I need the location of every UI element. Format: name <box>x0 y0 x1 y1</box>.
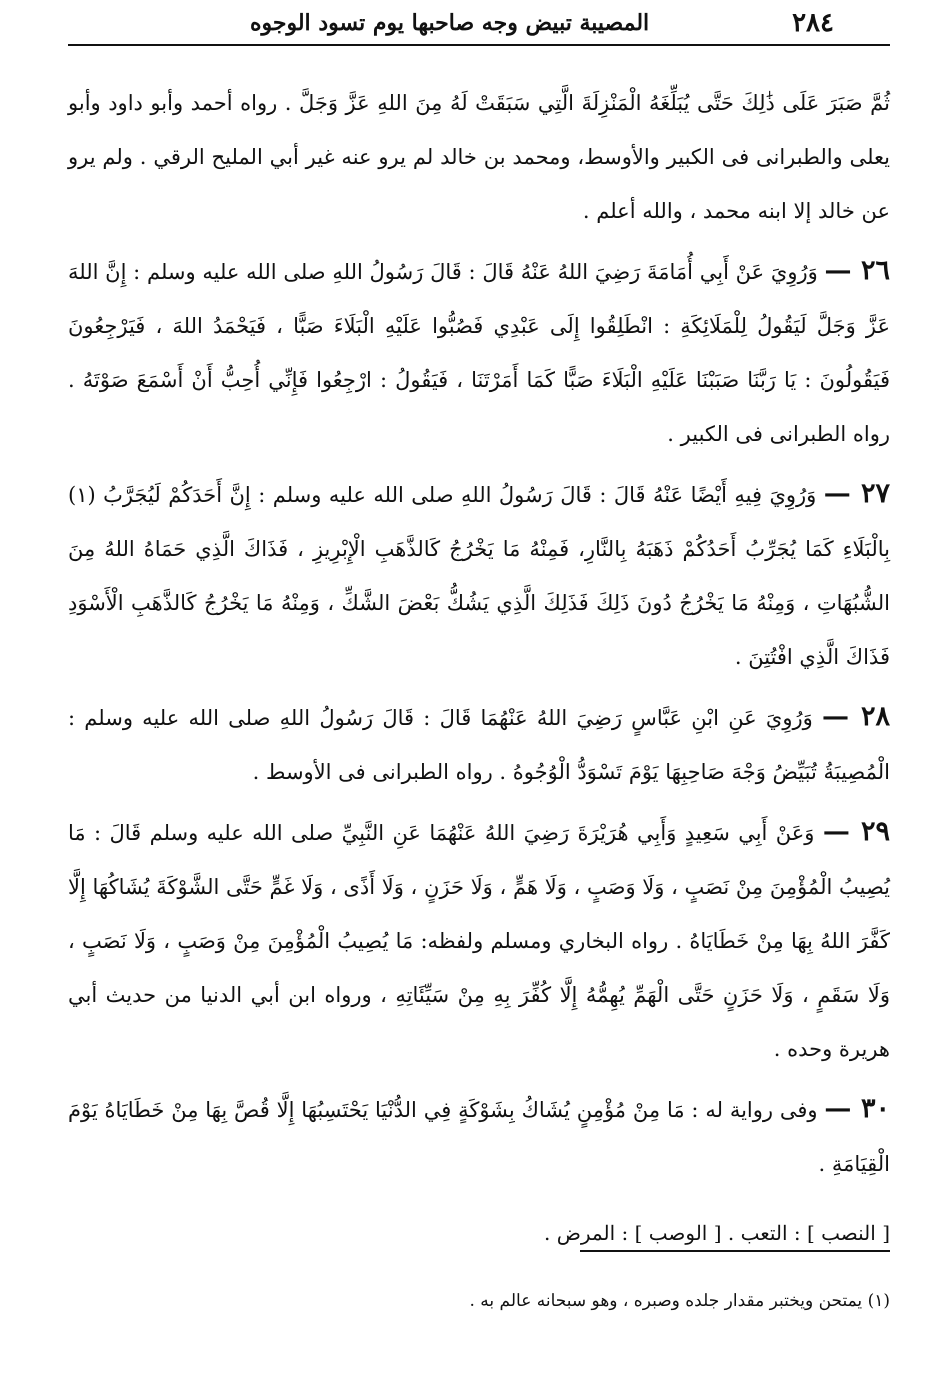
hadith-number: ٢٩ — <box>822 816 890 847</box>
running-title: المصيبة تبيض وجه صاحبها يوم تسود الوجوه <box>250 10 650 36</box>
hadith-number: ٢٨ — <box>822 701 890 732</box>
main-text <box>68 76 890 1253</box>
hadith-28 <box>68 690 890 799</box>
hadith-number: ٢٦ — <box>824 255 890 286</box>
hadith-27 <box>68 467 890 684</box>
page-number: ٢٨٤ <box>792 8 834 38</box>
hadith-26 <box>68 244 890 461</box>
paragraph-continuation: ثُمَّ صَبَرَ عَلَى ذَٰلِكَ حَتَّى يُبَلِّغَهُ الْمَنْزِلَةَ الَّتِي سَبَقَتْ لَهُ مِنَ اللهِ عَزَّ وَجَلَّ . رواه أحمد وأبو داود وأبو يعلى والطبرانى فى الكبير والأوسط، ومحمد بن خالد لم يرو عنه غير أبي المليح الرقي . ولم يرو عن خالد إلا ابنه محمد ، والله أعلم . <box>68 91 890 223</box>
footnote-divider <box>580 1250 890 1252</box>
hadith-text: وَرُوِيَ عَنِ ابْنِ عَبَّاسٍ رَضِيَ اللهُ عَنْهُمَا قَالَ : قَالَ رَسُولُ اللهِ صلى الله عليه وسلم : الْمُصِيبَةُ تُبَيِّضُ وَجْهَ صَاحِبِهَا يَوْمَ تَسْوَدُّ الْوُجُوهُ . رواه الطبرانى فى الأوسط . <box>68 706 890 784</box>
book-page <box>60 0 890 1376</box>
hadith-number: ٣٠ — <box>824 1093 890 1124</box>
hadith-text: وَعَنْ أَبِي سَعِيدٍ وَأَبِي هُرَيْرَةَ رَضِيَ اللهُ عَنْهُمَا عَنِ النَّبِيِّ صلى الله عليه وسلم قَالَ : مَا يُصِيبُ الْمُؤْمِنَ مِنْ نَصَبٍ ، وَلَا وَصَبٍ ، وَلَا هَمٍّ ، وَلَا حَزَنٍ ، وَلَا أَذًى ، وَلَا غَمٍّ حَتَّى الشَّوْكَةَ يُشَاكُهَا إِلَّا كَفَّرَ اللهُ بِهَا مِنْ خَطَايَاهُ . رواه البخاري ومسلم ولفظه: مَا يُصِيبُ الْمُؤْمِنَ مِنْ وَصَبٍ ، وَلَا نَصَبٍ ، وَلَا سَقَمٍ ، وَلَا حَزَنٍ حَتَّى الْهَمِّ يُهِمُّهُ إِلَّا كُفِّرَ بِهِ مِنْ سَيِّئَاتِهِ ، ورواه ابن أبي الدنيا من حديث أبي هريرة وحده . <box>68 821 890 1061</box>
hadith-text: وَرُوِيَ فِيهِ أَيْضًا عَنْهُ قَالَ : قَالَ رَسُولُ اللهِ صلى الله عليه وسلم : إِنَّ أَحَدَكُمْ لَيُجَرَّبُ (١) بِالْبَلَاءِ كَمَا يُجَرِّبُ أَحَدُكُمْ ذَهَبَهُ بِالنَّارِ، فَمِنْهُ مَا يَخْرُجُ كَالذَّهَبِ الْإِبْرِيزِ ، فَذَاكَ الَّذِي حَمَاهُ اللهُ مِنَ الشُّبُهَاتِ ، وَمِنْهُ مَا يَخْرُجُ دُونَ ذَلِكَ فَذَلِكَ الَّذِي يَشُكُّ بَعْضَ الشَّكِّ ، وَمِنْهُ مَا يَخْرُجُ كَالذَّهَبِ الْأَسْوَدِ فَذَاكَ الَّذِي افْتُتِنَ . <box>68 483 890 669</box>
hadith-number: ٢٧ — <box>823 478 890 509</box>
page-header <box>60 6 890 40</box>
glossary-note: [ النصب ] : التعب . [ الوصب ] : المرض . <box>543 1221 890 1245</box>
hadith-29 <box>68 805 890 1076</box>
hadith-text: وفى رواية له : مَا مِنْ مُؤْمِنٍ يُشَاكُ بِشَوْكَةٍ فِي الدُّنْيَا يَحْتَسِبُهَا إِلَّا قُصَّ بِهَا مِنْ خَطَايَاهُ يَوْمَ الْقِيَامَةِ . <box>68 1098 890 1176</box>
header-divider <box>68 44 890 46</box>
hadith-30 <box>68 1082 890 1191</box>
hadith-text: وَرُوِيَ عَنْ أَبِي أُمَامَةَ رَضِيَ اللهُ عَنْهُ قَالَ : قَالَ رَسُولُ اللهِ صلى الله عليه وسلم : إِنَّ اللهَ عَزَّ وَجَلَّ لَيَقُولُ لِلْمَلَائِكَةِ : انْطَلِقُوا إِلَى عَبْدِي فَصُبُّوا عَلَيْهِ الْبَلَاءَ صَبًّا ، فَيَحْمَدُ اللهَ ، فَيَرْجِعُونَ فَيَقُولُونَ : يَا رَبَّنَا صَبَبْنَا عَلَيْهِ الْبَلَاءَ صَبًّا كَمَا أَمَرْتَنَا ، فَيَقُولُ : ارْجِعُوا فَإِنِّي أُحِبُّ أَنْ أَسْمَعَ صَوْتَهُ . رواه الطبرانى فى الكبير . <box>68 260 890 446</box>
footnote: (١) يمتحن ويختبر مقدار جلده وصبره ، وهو سبحانه عالم به . <box>469 1291 890 1311</box>
